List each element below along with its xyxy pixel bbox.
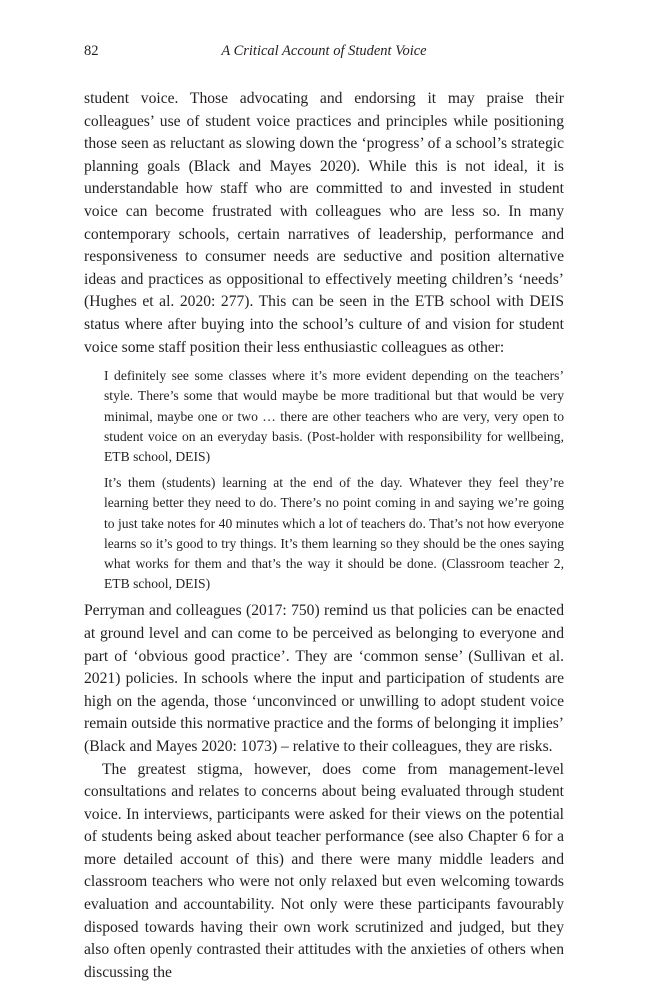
page-number: 82 bbox=[84, 43, 99, 59]
paragraph-2: Perryman and colleagues (2017: 750) remind us that policies can be enacted at ground level and can come to be perceived as belonging to everyone and part of ‘obvious good practice’. They are ‘common sense’ (Sullivan et al. 2021) policies. In schools where the input and participation of students are high on the agenda, those ‘unconvinced or unwilling to adopt student voice remain outside this normative practice and the forms of belonging it implies’ (Black and Mayes 2020: 1073) – relative to their colleagues, they are risks. bbox=[84, 602, 564, 755]
paragraph-3: The greatest stigma, however, does come from management-level consultations and relates to concerns about being evaluated through student voice. In interviews, participants were asked for their views on the potential of students being asked about teacher performance (see also Chapter 6 for a more detailed account of this) and there were many middle leaders and classroom teachers who were not only relaxed but even welcoming towards evaluation and accountability. Not only were these participants favourably disposed towards having their own work scrutinized and judged, but they also often openly contrasted their attitudes with the anxieties of others when discussing the bbox=[84, 760, 564, 981]
block-quote-2: It’s them (students) learning at the end of the day. Whatever they feel they’re learning better they need to do. There’s no point coming in and saying we’re going to just take notes for 40 minutes which a lot of teachers do. That’s not how everyone learns so it’s good to try things. It’s them learning so they should be the ones saying what works for them and that’s the way it should be done. (Classroom teacher 2, ETB school, DEIS) bbox=[104, 475, 564, 592]
paragraph-1: student voice. Those advocating and endorsing it may praise their colleagues’ use of student voice practices and principles while positioning those seen as reluctant as slowing down the ‘progress’ of a school’s strategic planning goals (Black and Mayes 2020). While this is not ideal, it is understandable how staff who are committed to and invested in student voice can become frustrated with colleagues who are less so. In many contemporary schools, certain narratives of leadership, performance and responsiveness to consumer needs are seductive and position alternative ideas and practices as oppositional to effectively meeting children’s ‘needs’ (Hughes et al. 2020: 277). This can be seen in the ETB school with DEIS status where after buying into the school’s culture of and vision for student voice some staff position their less enthusiastic colleagues as other: bbox=[84, 90, 564, 356]
running-title: A Critical Account of Student Voice bbox=[221, 43, 427, 59]
block-quotes bbox=[84, 366, 564, 594]
block-quote-1: I definitely see some classes where it’s more evident depending on the teachers’ style. There’s some that would maybe be more traditional but that would be very minimal, maybe one or two … there are other teachers who are very, very open to student voice on an everyday basis. (Post-holder with responsibility for wellbeing, ETB school, DEIS) bbox=[104, 368, 564, 464]
body-text bbox=[84, 88, 564, 984]
running-head bbox=[84, 43, 564, 65]
